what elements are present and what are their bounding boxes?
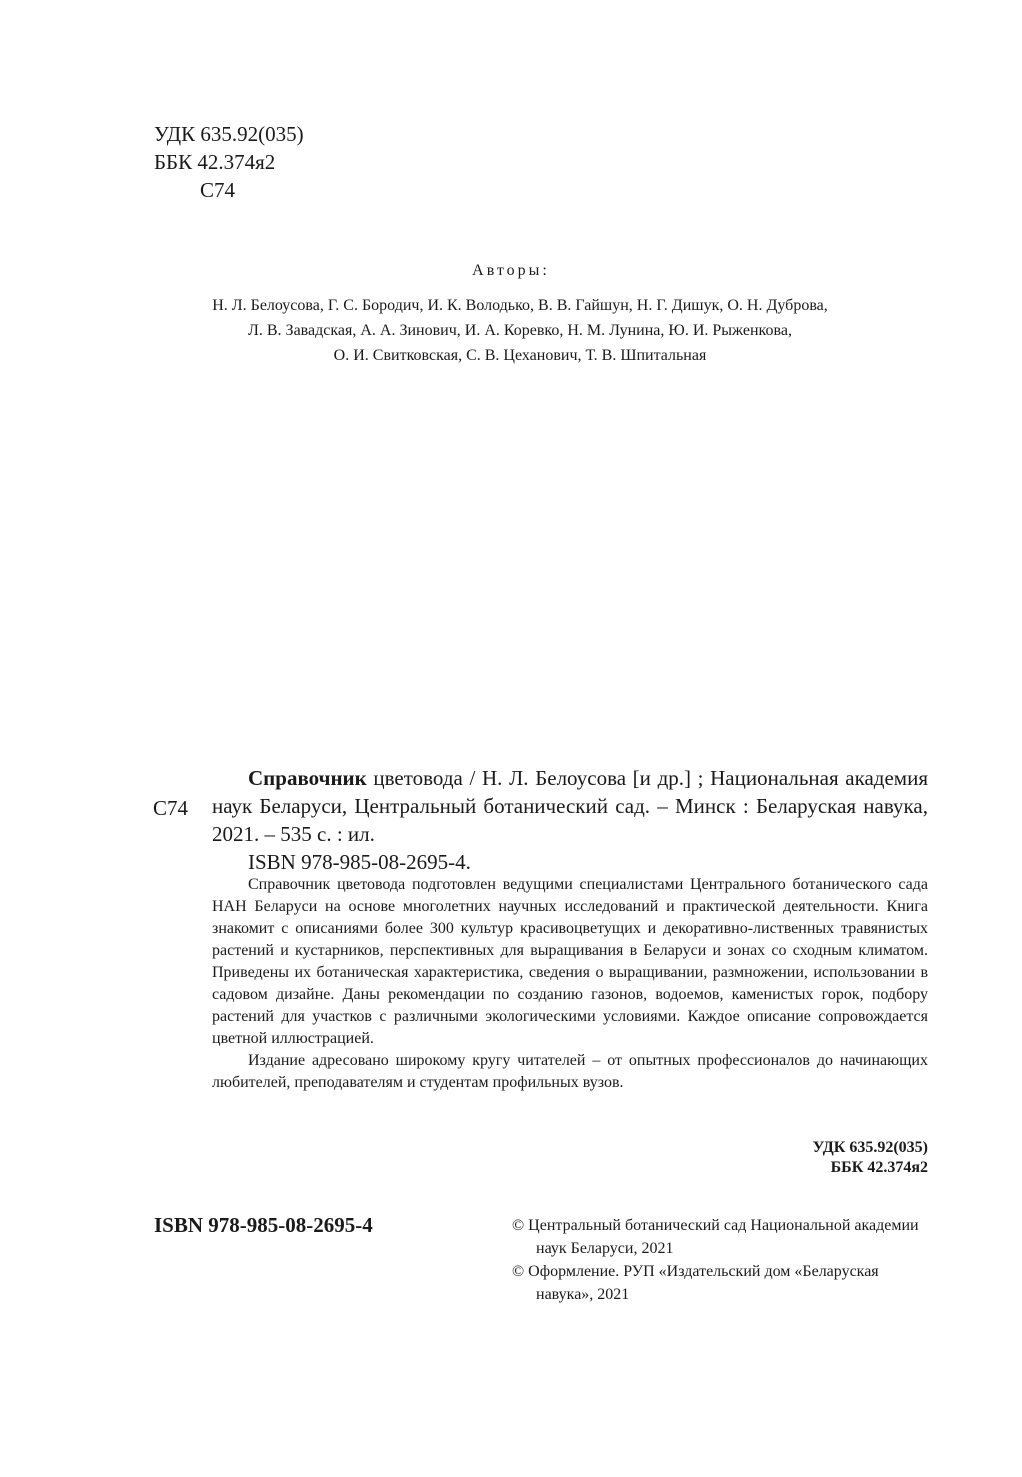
author-mark: С74 bbox=[200, 178, 236, 202]
bottom-classification bbox=[813, 1138, 928, 1178]
bibliographic-author-mark: С74 bbox=[153, 796, 189, 820]
authors-line-3: О. И. Свитковская, С. В. Цеханович, Т. В. Шпитальная bbox=[333, 347, 707, 364]
udk-code: УДК 635.92(035) bbox=[154, 122, 304, 146]
bibliographic-description bbox=[212, 764, 928, 848]
bbk-code: ББК 42.374я2 bbox=[154, 150, 276, 174]
authors-line-2: Л. В. Завадская, А. А. Зинович, И. А. Коревко, Н. М. Лунина, Ю. И. Рыженкова, bbox=[248, 322, 792, 339]
copyright-block bbox=[512, 1214, 932, 1306]
authors-list bbox=[120, 293, 920, 368]
annotation-paragraph-1: Справочник цветовода подготовлен ведущими специалистами Центрального ботанического сада НАН Беларуси на основе многолетних научных исследований и практической деятельности. Книга знакомит с описаниями более 300 культур красивоцветущих и декоративно-лиственных травянистых растений и кустарников, перспективных для выращивания в Беларуси и зонах со сходным климатом. Приведены их ботаническая характеристика, сведения о выращивании, размножении, использовании в садовом дизайне. Даны рекомендации по созданию газонов, водоемов, каменистых горок, подбору растений для участков с различными экологическими условиями. Каждое описание сопровождается цветной иллюстрацией. bbox=[212, 876, 928, 1047]
isbn: ISBN 978-985-08-2695-4 bbox=[154, 1213, 373, 1237]
annotation bbox=[212, 874, 928, 1094]
copyright-design: © Оформление. РУП «Издательский дом «Беларуская навука», 2021 bbox=[512, 1263, 879, 1303]
authors-heading: Авторы: bbox=[472, 262, 550, 279]
bibliographic-isbn: ISBN 978-985-08-2695-4. bbox=[248, 850, 471, 874]
bibliographic-entry bbox=[212, 764, 928, 876]
copyright-garden: © Центральный ботанический сад Национальной академии наук Беларуси, 2021 bbox=[512, 1217, 919, 1257]
annotation-paragraph-2: Издание адресовано широкому кругу читателей – от опытных профессионалов до начинающих любителей, преподавателям и студентам профильных вузов. bbox=[212, 1052, 928, 1091]
classification-block bbox=[154, 120, 304, 204]
bottom-bbk: ББК 42.374я2 bbox=[830, 1159, 928, 1176]
authors-line-1: Н. Л. Белоусова, Г. С. Бородич, И. К. Володько, В. В. Гайшун, Н. Г. Дишук, О. Н. Дуброва, bbox=[212, 297, 828, 314]
bottom-udk: УДК 635.92(035) bbox=[812, 1139, 928, 1156]
bibliographic-details: цветовода / Н. Л. Белоусова [и др.] ; Национальная академия наук Беларуси, Центральный ботанический сад. – Минск : Беларуская навука, 2021. – 535 с. : ил. bbox=[212, 766, 928, 846]
book-title: Справочник bbox=[248, 766, 367, 790]
